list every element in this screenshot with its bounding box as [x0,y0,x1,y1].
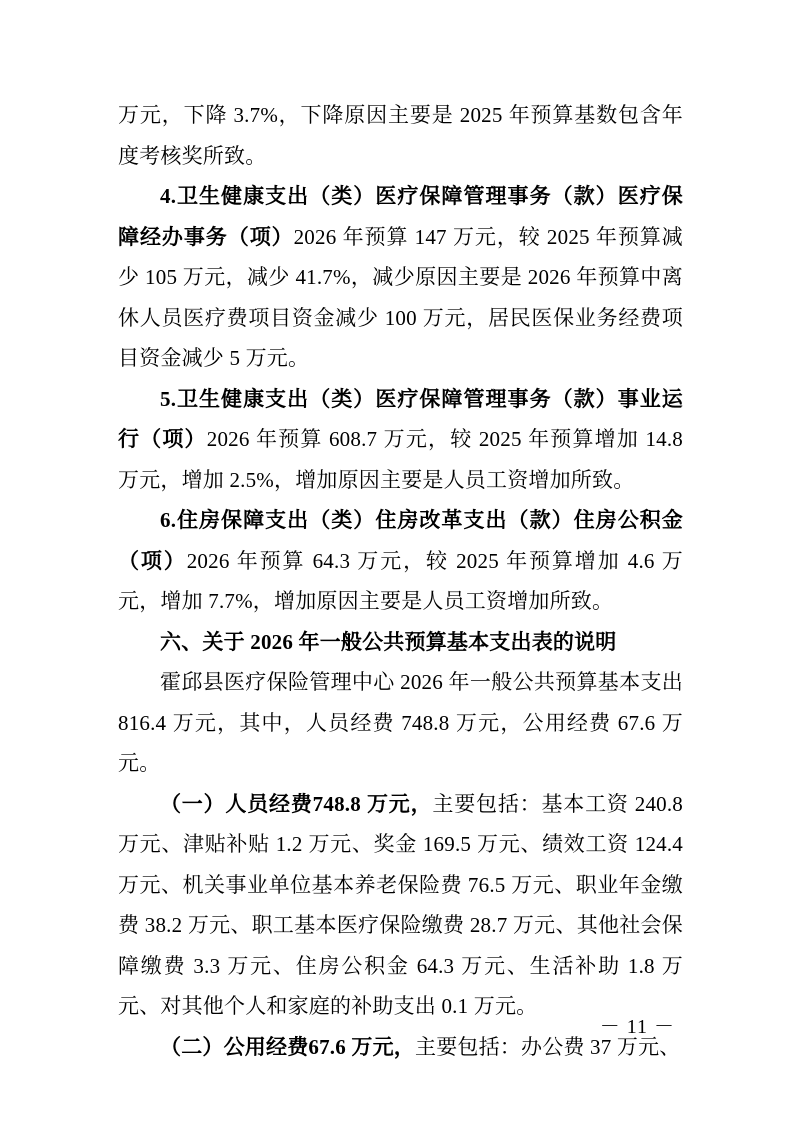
paragraph-item-4 [118,176,683,379]
paragraph-bold-prefix: （一）人员经费748.8 万元， [160,791,433,816]
paragraph-item-6 [118,500,683,622]
paragraph-bold-prefix: 5.卫生健康支出（类）医疗保障管理事务（款）事业运行（项） [118,386,683,451]
paragraph-text: 霍邱县医疗保险管理中心 2026 年一般公共预算基本支出 816.4 万元，其中，人员经费 748.8 万元，公用经费 67.6 万元。 [118,670,683,775]
paragraph-text: 主要包括：办公费 37 万元、 [415,1034,681,1059]
paragraph-item-5 [118,379,683,501]
paragraph-section-six-body [118,662,683,784]
page-number: － 11 － [599,1016,675,1038]
paragraph-text: 2026 年预算 608.7 万元，较 2025 年预算增加 14.8 万元，增加 2.5%，增加原因主要是人员工资增加所致。 [118,427,683,492]
paragraph-bold-prefix: （二）公用经费67.6 万元， [160,1034,415,1059]
paragraph-bold-prefix: 6.住房保障支出（类）住房改革支出（款）住房公积金（项） [118,508,683,573]
paragraph-continuation [118,95,683,176]
paragraph-bold-prefix: 4.卫生健康支出（类）医疗保障管理事务（款）医疗保障经办事务（项） [118,184,683,249]
section-heading-text: 六、关于 2026 年一般公共预算基本支出表的说明 [160,629,617,654]
paragraph-sub-one [118,784,683,1027]
document-body [118,95,683,1067]
paragraph-text: 万元，下降 3.7%，下降原因主要是 2025 年预算基数包含年度考核奖所致。 [118,103,683,168]
section-heading-six [118,622,683,663]
paragraph-text: 2026 年预算 147 万元，较 2025 年预算减少 105 万元，减少 41.7%，减少原因主要是 2026 年预算中离休人员医疗费项目资金减少 100 万元，居民医保业务经费项目资金减少 5 万元。 [118,224,683,370]
paragraph-text: 主要包括：基本工资 240.8 万元、津贴补贴 1.2 万元、奖金 169.5 万元、绩效工资 124.4 万元、机关事业单位基本养老保险费 76.5 万元、职业年金缴费 38.2 万元、职工基本医疗保险缴费 28.7 万元、其他社会保障缴费 3.3 万元、住房公积金 64.3 万元、生活补助 1.8 万元、对其他个人和家庭的补助支出 0.1 万元。 [118,791,683,1018]
paragraph-text: 2026 年预算 64.3 万元，较 2025 年预算增加 4.6 万元，增加 7.7%，增加原因主要是人员工资增加所致。 [118,548,683,613]
